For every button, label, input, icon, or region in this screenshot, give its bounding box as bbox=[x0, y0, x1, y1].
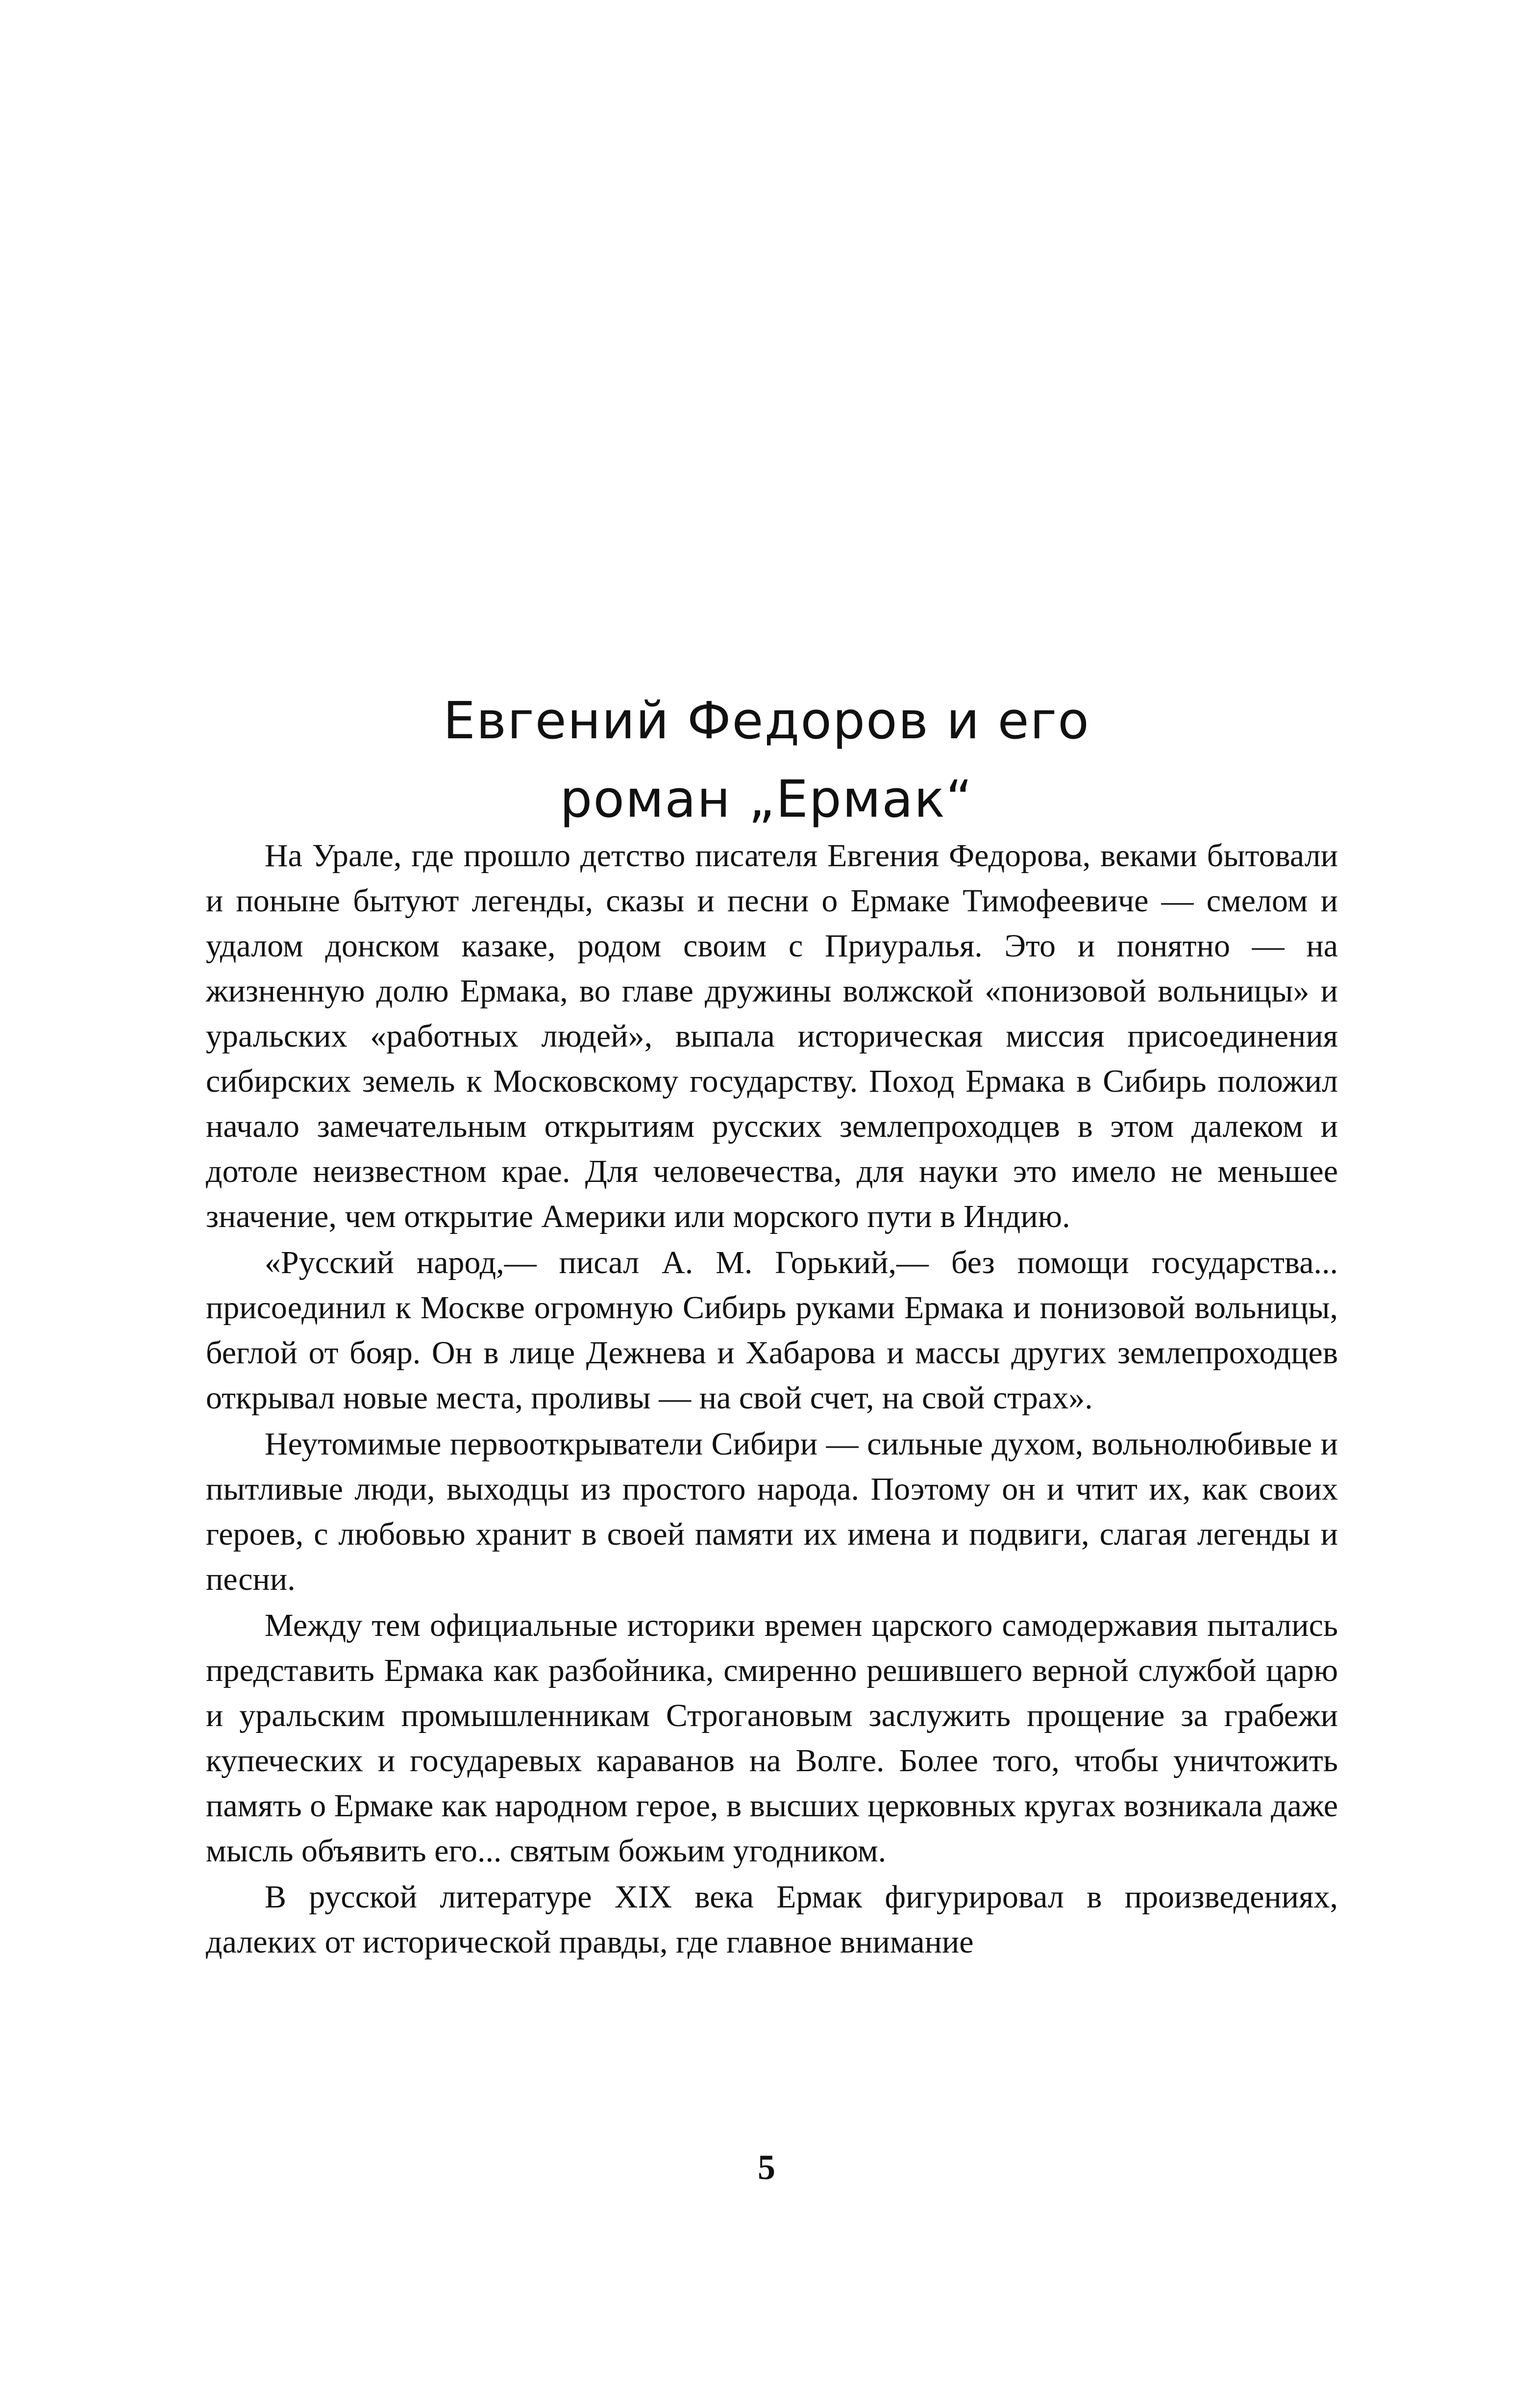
body-text bbox=[206, 833, 1338, 1966]
paragraph-5: В русской литературе XIX века Ермак фигурировал в произведениях, далеких от исторической правды, где главное внимание bbox=[206, 1879, 1338, 1960]
paragraph-2: «Русский народ,— писал А. М. Горький,— без помощи государства... присоединил к Москве огромную Сибирь руками Ермака и понизовой вольницы, беглой от бояр. Он в лице Дежнева и Хабарова и массы других землепроходцев открывал новые места, проливы — на свой счет, на свой страх». bbox=[206, 1245, 1338, 1416]
paragraph-4: Между тем официальные историки времен царского самодержавия пытались представить Ермака как разбойника, смиренно решившего верной службой царю и уральским промышленникам Строгановым заслужить прощение за грабежи купеческих и государевых караванов на Волге. Более того, чтобы уничтожить память о Ермаке как народном герое, в высших церковных кругах возникала даже мысль объявить его... святым божьим угодником. bbox=[206, 1607, 1338, 1869]
title-line-1: Евгений Федоров и его bbox=[443, 691, 1090, 751]
chapter-title bbox=[0, 681, 1533, 838]
page-number: 5 bbox=[758, 2148, 775, 2187]
title-line-2: роман „Ермак“ bbox=[560, 769, 973, 829]
paragraph-1: На Урале, где прошло детство писателя Евгения Федорова, веками бытовали и поныне бытуют легенды, сказы и песни о Ермаке Тимофеевиче — смелом и удалом донском казаке, родом своим с Приуралья. Это и понятно — на жизненную долю Ермака, во главе дружины волжской «понизовой вольницы» и уральских «работных людей», выпала историческая миссия присоединения сибирских земель к Московскому государству. Поход Ермака в Сибирь положил начало замечательным открытиям русских землепроходцев в этом далеком и дотоле неизвестном крае. Для человечества, для науки это имело не меньшее значение, чем открытие Америки или морского пути в Индию. bbox=[206, 838, 1338, 1234]
paragraph-3: Неутомимые первооткрыватели Сибири — сильные духом, вольнолюбивые и пытливые люди, выходцы из простого народа. Поэтому он и чтит их, как своих героев, с любовью хранит в своей памяти их имена и подвиги, слагая легенды и песни. bbox=[206, 1426, 1338, 1597]
